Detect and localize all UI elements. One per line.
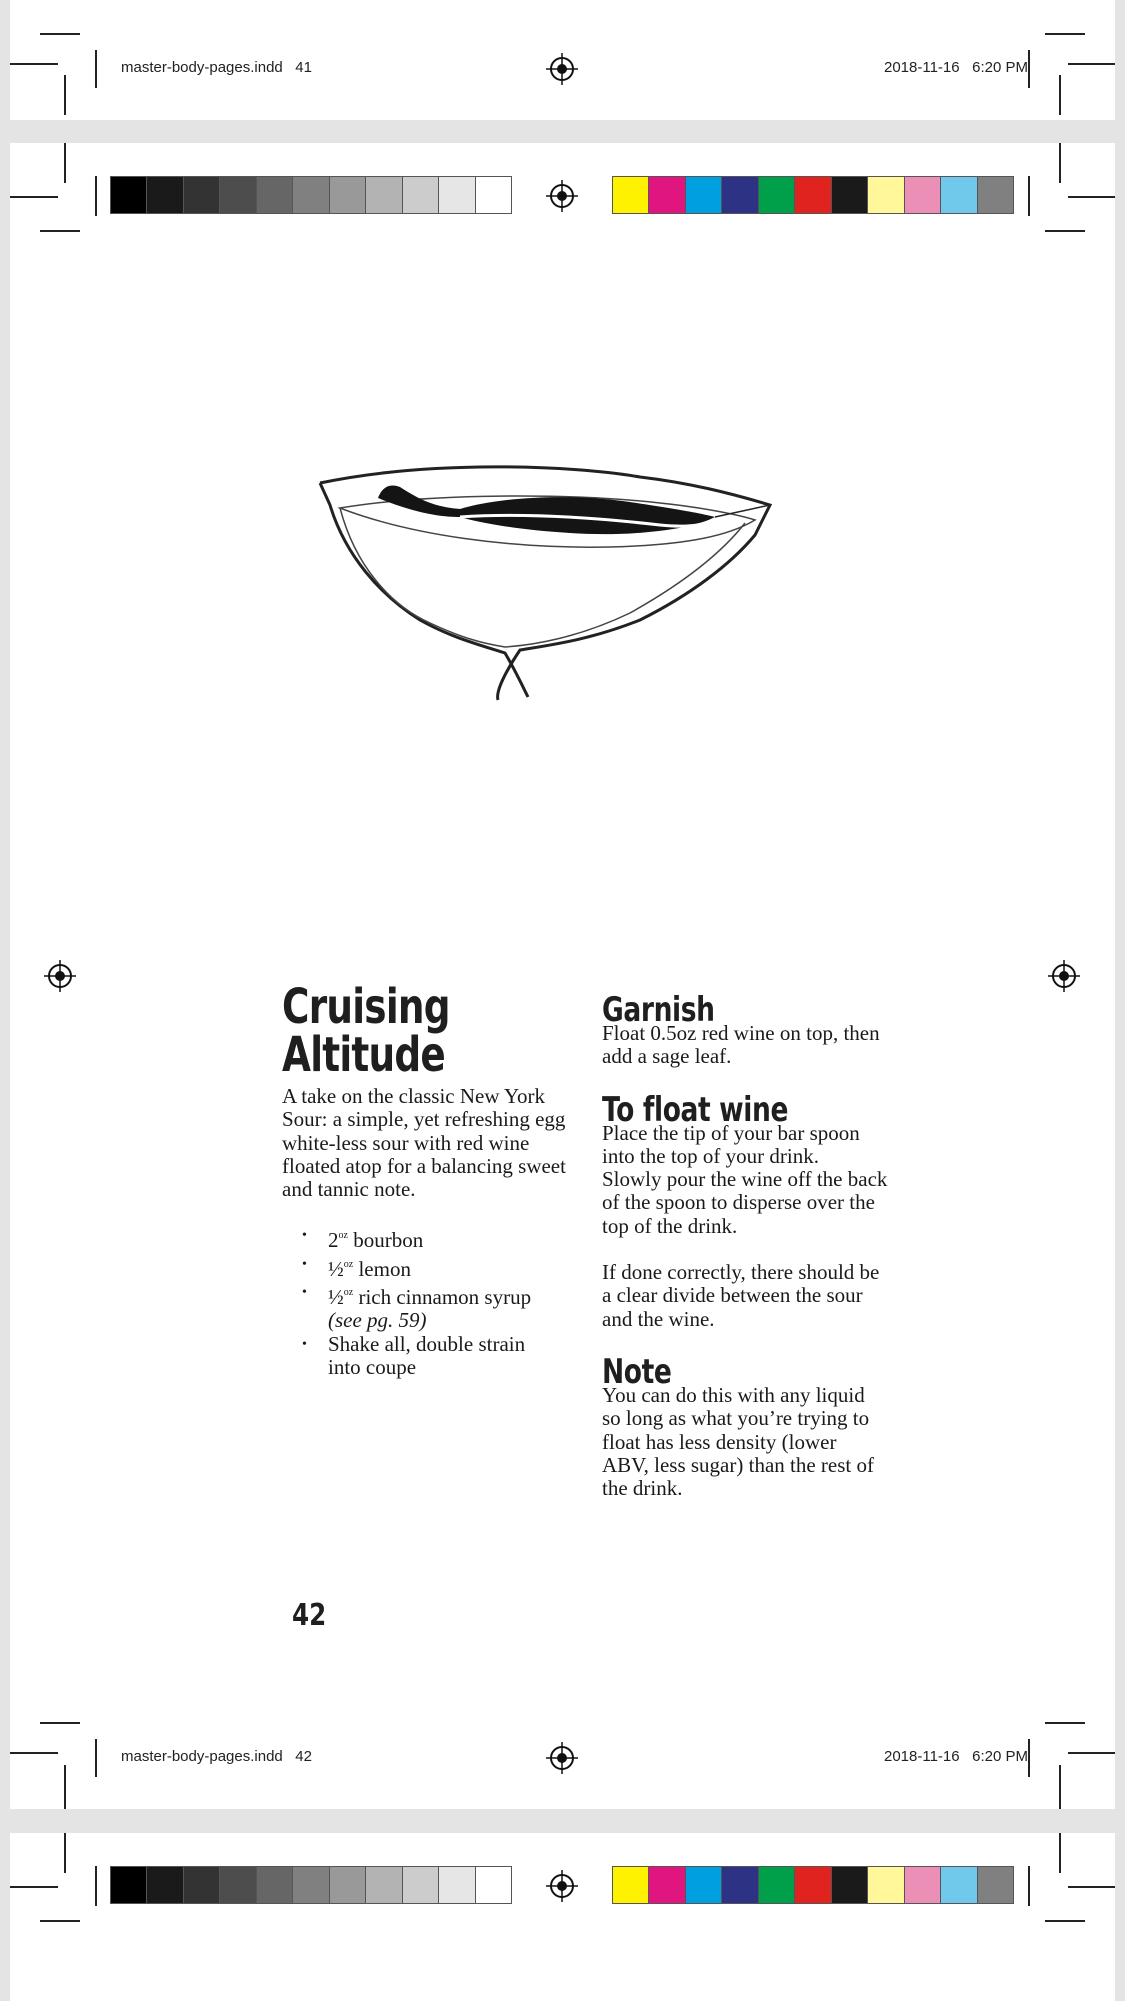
text-line: float has less density (lower — [602, 1429, 837, 1454]
color-swatch — [184, 1867, 220, 1903]
slug-timestamp: 2018-11-16 6:20 PM — [883, 1748, 1028, 1765]
color-swatch — [476, 1867, 511, 1903]
color-swatch — [330, 177, 366, 213]
color-swatch — [832, 177, 868, 213]
text-line: Float 0.5oz red wine on top, then — [602, 1021, 880, 1045]
text-line: If done correctly, there should be — [602, 1260, 880, 1285]
text-line: add a sage leaf. — [602, 1044, 732, 1069]
color-swatch — [978, 1867, 1013, 1903]
color-swatch — [649, 1867, 685, 1903]
color-swatch — [439, 177, 475, 213]
crop-mark — [64, 1765, 66, 1809]
sheet-page-42 — [10, 143, 1115, 1809]
registration-mark-icon — [1048, 960, 1080, 992]
recipe-right-column — [602, 990, 932, 1501]
crop-mark — [1059, 143, 1061, 183]
registration-mark-icon — [546, 53, 578, 85]
color-swatch — [366, 177, 402, 213]
crop-mark — [64, 75, 66, 115]
crop-mark — [95, 176, 97, 216]
text-line: top of the drink. — [602, 1213, 738, 1238]
text-line: Slowly pour the wine off the back — [602, 1167, 888, 1192]
color-swatch — [476, 177, 511, 213]
crop-mark — [1059, 1833, 1061, 1873]
text-line: Sour: a simple, yet refreshing egg — [282, 1107, 566, 1132]
float-wine-heading: To float wine — [602, 1089, 789, 1130]
color-swatch — [439, 1867, 475, 1903]
crop-mark — [1045, 1722, 1085, 1724]
crop-mark — [10, 196, 58, 198]
color-swatch — [759, 177, 795, 213]
color-swatch — [795, 177, 831, 213]
note-text — [602, 1384, 932, 1500]
text-line: and tannic note. — [282, 1177, 416, 1202]
ingredient-list — [282, 1224, 602, 1379]
color-swatch — [759, 1867, 795, 1903]
crop-mark — [40, 1722, 80, 1724]
grayscale-swatch-bar — [110, 1866, 512, 1904]
ingredient-item: • ½$^{oz}$ lemon — [282, 1253, 602, 1281]
text-line: the drink. — [602, 1476, 683, 1501]
color-swatch — [722, 1867, 758, 1903]
text-line: white-less sour with red wine — [282, 1130, 530, 1155]
crop-mark — [10, 1752, 58, 1754]
color-swatch — [293, 177, 329, 213]
crop-mark — [40, 230, 80, 232]
crop-mark — [64, 143, 66, 183]
crop-mark — [1045, 230, 1085, 232]
crop-mark — [64, 1833, 66, 1873]
slug-timestamp: 2018-11-16 6:20 PM — [883, 59, 1028, 76]
color-swatch-bar — [612, 1866, 1014, 1904]
slug-filename: master-body-pages.indd 41 — [121, 59, 312, 76]
crop-mark — [95, 1739, 97, 1777]
color-swatch — [220, 177, 256, 213]
registration-mark-icon — [44, 960, 76, 992]
color-swatch — [147, 1867, 183, 1903]
color-swatch — [941, 1867, 977, 1903]
color-swatch — [868, 177, 904, 213]
crop-mark — [1045, 33, 1085, 35]
color-swatch — [978, 177, 1013, 213]
color-swatch — [868, 1867, 904, 1903]
color-swatch — [111, 177, 147, 213]
crop-mark — [40, 33, 80, 35]
float-wine-result — [602, 1261, 932, 1331]
registration-mark-icon — [546, 180, 578, 212]
color-swatch — [832, 1867, 868, 1903]
color-swatch — [686, 1867, 722, 1903]
crop-mark — [1059, 75, 1061, 115]
crop-mark — [1068, 1752, 1115, 1754]
color-swatch — [941, 177, 977, 213]
text-line: ABV, less sugar) than the rest of — [602, 1452, 874, 1477]
color-swatch — [366, 1867, 402, 1903]
crop-mark — [1068, 1886, 1115, 1888]
color-swatch — [613, 177, 649, 213]
color-swatch — [403, 1867, 439, 1903]
crop-mark — [10, 63, 58, 65]
color-swatch — [905, 177, 941, 213]
garnish-heading: Garnish — [602, 990, 715, 1030]
page-number: 42 — [292, 1598, 327, 1633]
text-line: floated atop for a balancing sweet — [282, 1153, 566, 1178]
crop-mark — [1028, 1739, 1030, 1777]
color-swatch — [905, 1867, 941, 1903]
text-line: and the wine. — [602, 1306, 715, 1331]
float-wine-text — [602, 1122, 932, 1238]
text-line: Place the tip of your bar spoon — [602, 1120, 860, 1145]
ingredient-item: • ½$^{oz}$ rich cinnamon syrup (see pg. 59) — [282, 1281, 602, 1333]
color-swatch — [403, 177, 439, 213]
text-line: of the spoon to disperse over the — [602, 1190, 875, 1215]
color-swatch — [257, 177, 293, 213]
text-line: A take on the classic New York — [282, 1084, 546, 1108]
color-swatch — [686, 177, 722, 213]
crop-mark — [1028, 176, 1030, 216]
color-swatch — [649, 177, 685, 213]
text-line: You can do this with any liquid — [602, 1382, 865, 1407]
slug-filename: master-body-pages.indd 42 — [121, 1748, 312, 1765]
color-swatch — [795, 1867, 831, 1903]
crop-mark — [1045, 1920, 1085, 1922]
text-line: so long as what you’re trying to — [602, 1406, 870, 1431]
color-swatch — [257, 1867, 293, 1903]
recipe-left-column — [282, 979, 602, 1379]
sheet-page-41-bottom — [10, 0, 1115, 120]
color-swatch — [613, 1867, 649, 1903]
ingredient-item: • $2^{oz}$ bourbon — [282, 1224, 602, 1252]
crop-mark — [10, 1886, 58, 1888]
crop-mark — [1028, 1866, 1030, 1906]
color-swatch — [330, 1867, 366, 1903]
color-swatch — [293, 1867, 329, 1903]
color-swatch — [147, 177, 183, 213]
crop-mark — [95, 50, 97, 88]
page-reference: (see pg. 59) — [328, 1308, 427, 1333]
note-heading: Note — [602, 1351, 672, 1392]
crop-mark — [95, 1866, 97, 1906]
recipe-title-line: Altitude — [282, 1027, 446, 1083]
grayscale-swatch-bar — [110, 176, 512, 214]
text-line: into the top of your drink. — [602, 1143, 819, 1168]
color-swatch — [111, 1867, 147, 1903]
recipe-title-line: Cruising — [282, 979, 450, 1035]
recipe-description — [282, 1085, 602, 1201]
crop-mark — [40, 1920, 80, 1922]
sheet-page-43-top — [10, 1833, 1115, 2001]
color-swatch — [722, 177, 758, 213]
crop-mark — [1028, 50, 1030, 88]
text-line: a clear divide between the sour — [602, 1283, 863, 1308]
color-swatch-bar — [612, 176, 1014, 214]
crop-mark — [1068, 63, 1115, 65]
color-swatch — [220, 1867, 256, 1903]
crop-mark — [1068, 196, 1115, 198]
recipe-title — [282, 979, 532, 1083]
coupe-glass-illustration — [310, 405, 890, 705]
crop-mark — [1059, 1765, 1061, 1809]
method-step: • Shake all, double strain into coupe — [282, 1333, 602, 1380]
registration-mark-icon — [546, 1742, 578, 1774]
color-swatch — [184, 177, 220, 213]
registration-mark-icon — [546, 1870, 578, 1902]
